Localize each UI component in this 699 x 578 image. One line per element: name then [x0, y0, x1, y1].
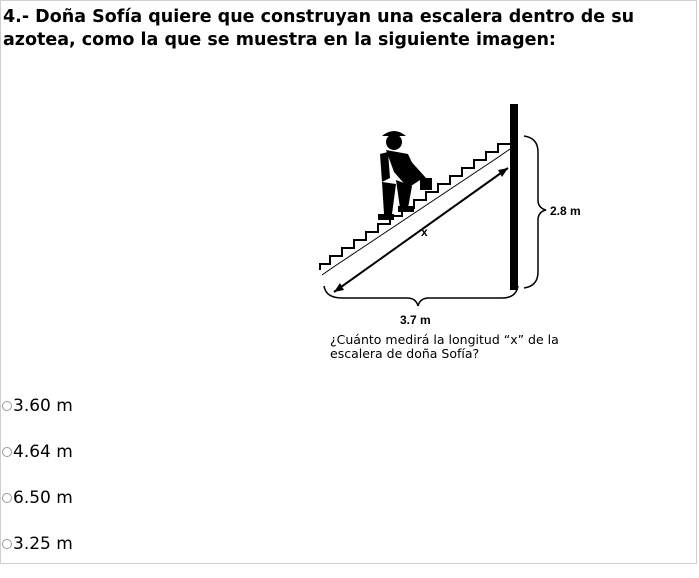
question-text: 4.- Doña Sofía quiere que construyan una escalera dentro de su azotea, como la que se muestra en la siguiente imagen: [3, 7, 635, 50]
option-label: 4.64 m [13, 441, 73, 462]
base-label: 3.7 m [400, 313, 431, 327]
answer-options [2, 394, 73, 578]
staircase-figure [312, 92, 612, 342]
base-brace [324, 286, 518, 306]
radio-button-icon[interactable] [2, 493, 12, 503]
option-label: 6.50 m [13, 487, 73, 508]
option-1[interactable] [2, 394, 73, 417]
height-label: 2.8 m [550, 204, 581, 218]
wall [510, 104, 518, 290]
radio-button-icon[interactable] [2, 401, 12, 411]
radio-button-icon[interactable] [2, 447, 12, 457]
option-2[interactable] [2, 440, 73, 463]
option-label: 3.25 m [13, 533, 73, 554]
option-3[interactable] [2, 486, 73, 509]
stairs [320, 144, 510, 270]
radio-button-icon[interactable] [2, 539, 12, 549]
hypotenuse-label: x [421, 225, 428, 239]
figure-caption: ¿Cuánto medirá la longitud “x” de la escalera de doña Sofía? [330, 332, 559, 361]
option-4[interactable] [2, 532, 73, 555]
option-label: 3.60 m [13, 395, 73, 416]
height-brace [524, 136, 546, 288]
